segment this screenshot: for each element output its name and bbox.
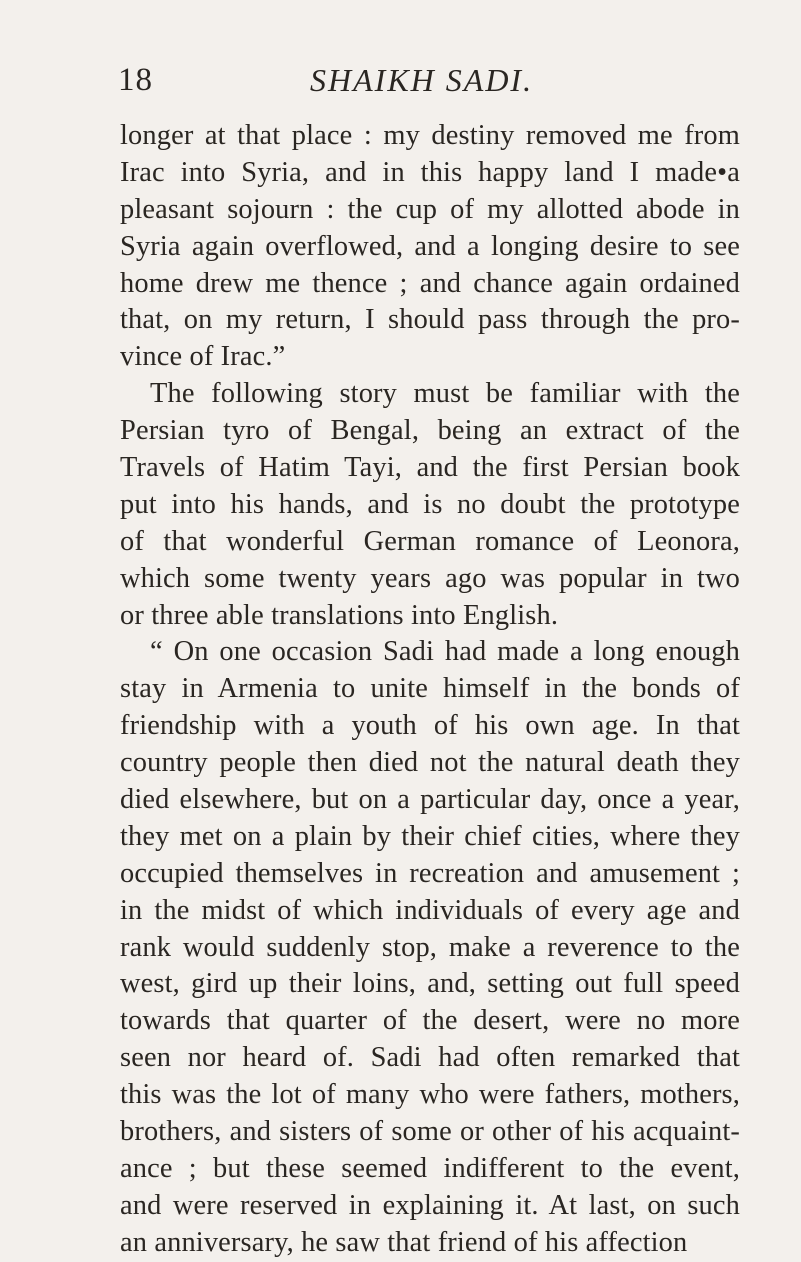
text-line: an anniversary, he saw that friend of his affection (120, 1226, 688, 1258)
text-line: rank would suddenly stop, make a reverence to the (120, 931, 740, 963)
page-number: 18 (118, 62, 153, 98)
text-line: which some twenty years ago was popular in two (120, 562, 740, 594)
text-line: The following story must be familiar with the (150, 378, 740, 410)
text-line: Travels of Hatim Tayi, and the first Persian book (120, 452, 740, 484)
text-line: that, on my return, I should pass through the pro- (120, 304, 740, 336)
text-line: ance ; but these seemed indifferent to the event, (120, 1152, 740, 1184)
text-line: longer at that place : my destiny removed me from (120, 120, 740, 151)
text-line: occupied themselves in recreation and amusement ; (120, 857, 740, 889)
text-line: brothers, and sisters of some or other of his acquaint- (120, 1116, 740, 1148)
text-line: they met on a plain by their chief cities, where they (120, 820, 740, 852)
text-line: of that wonderful German romance of Leonora, (120, 525, 740, 557)
text-line: put into his hands, and is no doubt the prototype (120, 488, 740, 520)
text-line: in the midst of which individuals of every age and (120, 894, 740, 926)
text-line: this was the lot of many who were fathers, mothers, (120, 1079, 740, 1111)
text-line: pleasant sojourn : the cup of my allotted abode in (120, 193, 740, 225)
text-line: Syria again overflowed, and a longing desire to see (120, 230, 740, 262)
text-line: home drew me thence ; and chance again ordained (120, 267, 740, 299)
body-text (120, 118, 740, 1262)
text-line: friendship with a youth of his own age. In that (120, 710, 740, 742)
text-line: towards that quarter of the desert, were no more (120, 1005, 740, 1037)
text-line: or three able translations into English. (120, 599, 559, 631)
text-line: Persian tyro of Bengal, being an extract of the (120, 415, 740, 447)
text-line: stay in Armenia to unite himself in the bonds of (120, 673, 740, 705)
running-head: SHAIKH SADI. (310, 62, 534, 98)
text-line: Irac into Syria, and in this happy land I made•a (120, 156, 740, 188)
text-line: and were reserved in explaining it. At last, on such (120, 1189, 740, 1221)
text-line: country people then died not the natural death they (120, 747, 740, 779)
page-header (118, 60, 738, 100)
text-line: died elsewhere, but on a particular day, once a year, (120, 784, 740, 816)
text-line: “ On one occasion Sadi had made a long enough (150, 636, 740, 668)
text-line: west, gird up their loins, and, setting out full speed (120, 968, 740, 1000)
text-line: seen nor heard of. Sadi had often remarked that (120, 1042, 740, 1074)
text-line: vince of Irac.” (120, 341, 286, 373)
